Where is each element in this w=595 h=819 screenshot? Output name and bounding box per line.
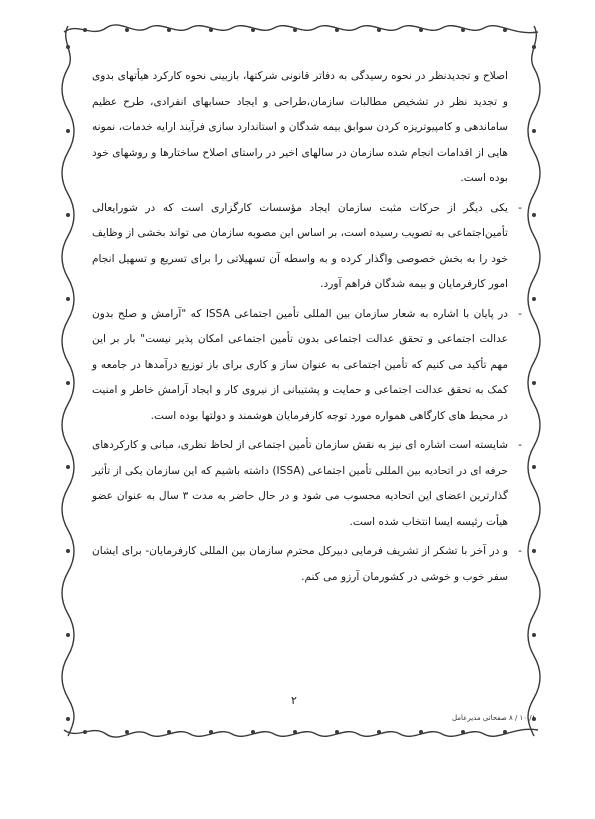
border-left-ornament-icon [58, 20, 78, 742]
bullet-mark: - [518, 307, 522, 320]
footer-note: ۸/ ۱۰ / ۸ صفحاتی مدیرعامل [452, 714, 536, 722]
bullet-mark: - [518, 545, 522, 557]
bullet-mark: - [518, 201, 522, 214]
bullet-text: یکی دیگر از حرکات مثبت سازمان ایجاد مؤسسات کارگزاری است که در شورایعالی تأمین‌اجتماعی به تصویب رسیده است، بر اساس این مصوبه سازمان می تواند بخشی از وظایف خود را به بخش خصوصی واگذار کرده و به واسطه آن تسهیلاتی را برای تسریع و تسهیل انجام امور کارفرمایان و بیمه شدگان فراهم آورد. [92, 201, 508, 290]
bullet-mark: - [518, 439, 522, 451]
paragraph-continuation: اصلاح و تجدیدنظر در نحوه رسیدگی به دفاتر قانونی شرکتها، بازبینی نحوه کارکرد هیأتهای بدوی و تجدید نظر در تشخیص مطالبات سازمان،طراحی و ایجاد حسابهای انفرادی، طرح عظیم ساماندهی و کامپیوتریزه کردن سوابق بیمه شدگان و استاندارد سازی فرآیند ارایه خدمات، نمونه هایی از اقدامات انجام شده سازمان در سالهای اخیر در راستای اصلاح ساختارها و روشهای خود بوده است. [92, 70, 508, 184]
bullet-paragraph-issa-slogan [92, 302, 522, 430]
document-body [92, 64, 522, 590]
bullet-text: و در آخر با تشکر از تشریف فرمایی دبیرکل محترم سازمان بین المللی کارفرمایان- برای ایشان سفر خوب و خوشی در کشورمان آرزو می کنم. [92, 545, 508, 583]
bullet-paragraph-issa-role [92, 433, 522, 535]
bullet-text: در پایان با اشاره به شعار سازمان بین المللی تأمین اجتماعی ISSA که "آرامش و صلح بدون عدالت اجتماعی و تحقق عدالت اجتماعی بدون تأمین اجتماعی امکان پذیر نیست" بار بر این مهم تأکید می کنیم که تأمین اجتماعی به عنوان ساز و کاری برای باز توزیع درآمدها در جامعه و کمک به تحقق عدالت اجتماعی و حمایت و پشتیبانی از نیروی کار و ایجاد آرامش خاطر و امنیت در محیط های کارگاهی همواره مورد توجه کارفرمایان هوشمند و دولتها بوده است. [92, 307, 508, 422]
border-bottom-ornament-icon [58, 722, 544, 742]
bullet-text: شایسته است اشاره ای نیز به نقش سازمان تأمین اجتماعی از لحاظ نظری، مبانی و کارکردهای حرفه ای در اتحادیه بین المللی تأمین اجتماعی (ISSA) داشته باشیم که این سازمان یکی از تأثیر گذارترین اعضای این اتحادیه محسوب می شود و در حال حاضر به مدت ۳ سال به عنوان عضو هیأت رئیسه ایسا انتخاب شده است. [92, 439, 508, 528]
bullet-paragraph-closing [92, 539, 522, 590]
border-top-ornament-icon [58, 20, 544, 40]
border-right-ornament-icon [524, 20, 544, 742]
bullet-paragraph-brokerage [92, 196, 522, 298]
page-number: ۲ [291, 694, 297, 707]
